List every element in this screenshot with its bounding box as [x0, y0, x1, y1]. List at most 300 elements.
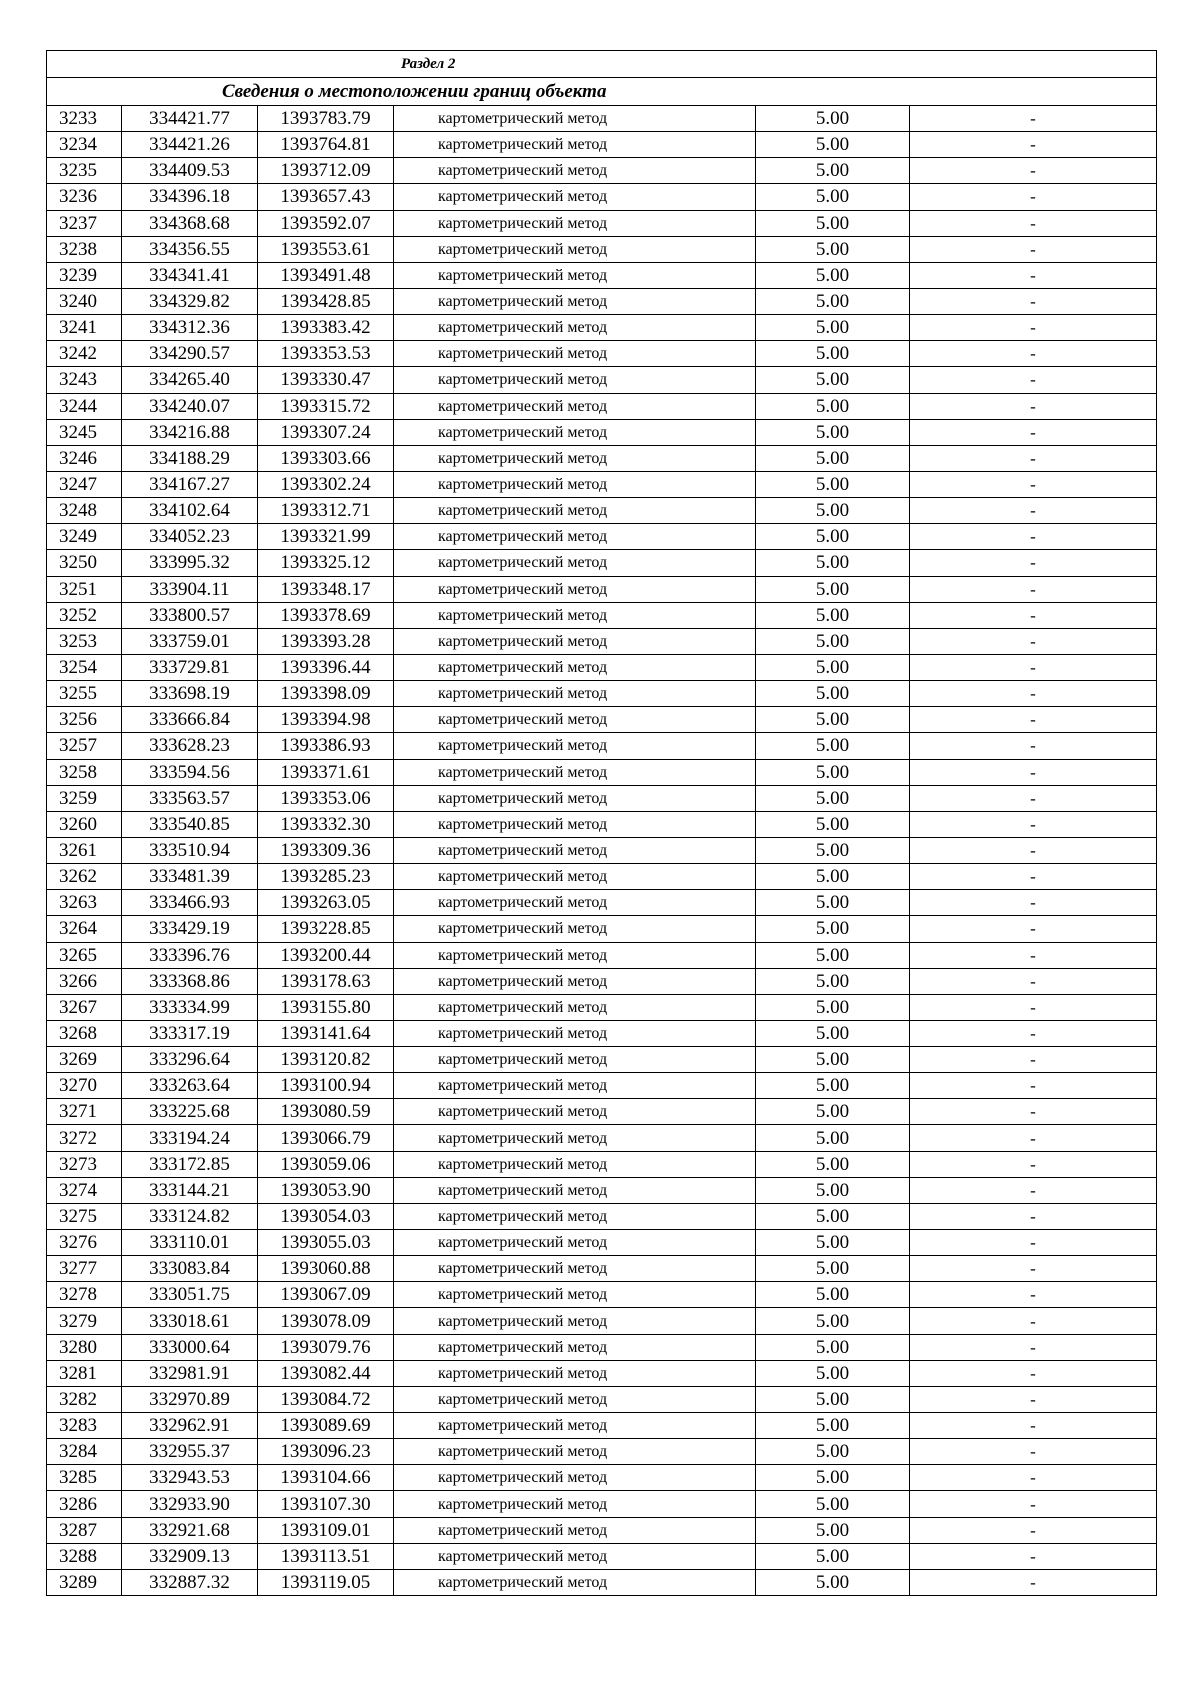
coord-y: 1393263.05 [258, 890, 394, 916]
coord-x: 333124.82 [122, 1203, 258, 1229]
accuracy-cell: 5.00 [756, 1282, 910, 1308]
coord-x: 333334.99 [122, 994, 258, 1020]
description-cell: - [910, 681, 1157, 707]
accuracy-cell: 5.00 [756, 811, 910, 837]
coord-y: 1393055.03 [258, 1230, 394, 1256]
coord-x: 333083.84 [122, 1256, 258, 1282]
table-row [47, 1465, 1157, 1491]
coord-x: 333110.01 [122, 1230, 258, 1256]
point-number: 3243 [47, 367, 122, 393]
coord-y: 1393783.79 [258, 106, 394, 132]
table-row [47, 1203, 1157, 1229]
description-cell: - [910, 1543, 1157, 1569]
method-cell: картометрический метод [394, 1047, 756, 1073]
accuracy-cell: 5.00 [756, 106, 910, 132]
method-cell: картометрический метод [394, 419, 756, 445]
accuracy-cell: 5.00 [756, 184, 910, 210]
point-number: 3280 [47, 1334, 122, 1360]
description-cell: - [910, 759, 1157, 785]
accuracy-cell: 5.00 [756, 1491, 910, 1517]
accuracy-cell: 5.00 [756, 733, 910, 759]
accuracy-cell: 5.00 [756, 498, 910, 524]
method-cell: картометрический метод [394, 654, 756, 680]
method-cell: картометрический метод [394, 994, 756, 1020]
method-cell: картометрический метод [394, 550, 756, 576]
coord-x: 333000.64 [122, 1334, 258, 1360]
method-cell: картометрический метод [394, 1439, 756, 1465]
coord-y: 1393712.09 [258, 158, 394, 184]
description-cell: - [910, 393, 1157, 419]
coord-x: 333194.24 [122, 1125, 258, 1151]
description-cell: - [910, 1282, 1157, 1308]
table-row [47, 576, 1157, 602]
coord-x: 333263.64 [122, 1073, 258, 1099]
coord-x: 333466.93 [122, 890, 258, 916]
accuracy-cell: 5.00 [756, 602, 910, 628]
coord-x: 332887.32 [122, 1569, 258, 1595]
method-cell: картометрический метод [394, 1151, 756, 1177]
table-row [47, 288, 1157, 314]
description-cell: - [910, 1099, 1157, 1125]
table-row [47, 1256, 1157, 1282]
table-row [47, 419, 1157, 445]
description-cell: - [910, 1465, 1157, 1491]
table-row [47, 707, 1157, 733]
accuracy-cell: 5.00 [756, 1413, 910, 1439]
method-cell: картометрический метод [394, 471, 756, 497]
table-row [47, 445, 1157, 471]
table-row [47, 1020, 1157, 1046]
coord-y: 1393119.05 [258, 1569, 394, 1595]
table-row [47, 1125, 1157, 1151]
point-number: 3237 [47, 210, 122, 236]
coord-y: 1393764.81 [258, 132, 394, 158]
table-row [47, 158, 1157, 184]
method-cell: картометрический метод [394, 132, 756, 158]
accuracy-cell: 5.00 [756, 1230, 910, 1256]
accuracy-cell: 5.00 [756, 1099, 910, 1125]
method-cell: картометрический метод [394, 628, 756, 654]
table-row [47, 524, 1157, 550]
coord-x: 333510.94 [122, 837, 258, 863]
method-cell: картометрический метод [394, 288, 756, 314]
coord-y: 1393396.44 [258, 654, 394, 680]
coord-y: 1393309.36 [258, 837, 394, 863]
accuracy-cell: 5.00 [756, 471, 910, 497]
point-number: 3269 [47, 1047, 122, 1073]
description-cell: - [910, 1360, 1157, 1386]
method-cell: картометрический метод [394, 367, 756, 393]
coord-x: 333051.75 [122, 1282, 258, 1308]
table-row [47, 315, 1157, 341]
coord-x: 333698.19 [122, 681, 258, 707]
point-number: 3234 [47, 132, 122, 158]
coord-x: 334102.64 [122, 498, 258, 524]
accuracy-cell: 5.00 [756, 236, 910, 262]
table-row [47, 1334, 1157, 1360]
description-cell: - [910, 1230, 1157, 1256]
description-cell: - [910, 1569, 1157, 1595]
method-cell: картометрический метод [394, 445, 756, 471]
coord-x: 334356.55 [122, 236, 258, 262]
point-number: 3244 [47, 393, 122, 419]
point-number: 3248 [47, 498, 122, 524]
coord-x: 333800.57 [122, 602, 258, 628]
accuracy-cell: 5.00 [756, 1151, 910, 1177]
accuracy-cell: 5.00 [756, 1020, 910, 1046]
accuracy-cell: 5.00 [756, 628, 910, 654]
point-number: 3252 [47, 602, 122, 628]
description-cell: - [910, 262, 1157, 288]
accuracy-cell: 5.00 [756, 994, 910, 1020]
description-cell: - [910, 1334, 1157, 1360]
description-cell: - [910, 733, 1157, 759]
accuracy-cell: 5.00 [756, 864, 910, 890]
description-cell: - [910, 1151, 1157, 1177]
accuracy-cell: 5.00 [756, 785, 910, 811]
point-number: 3276 [47, 1230, 122, 1256]
table-row [47, 132, 1157, 158]
coord-y: 1393553.61 [258, 236, 394, 262]
coord-x: 332962.91 [122, 1413, 258, 1439]
table-row [47, 341, 1157, 367]
point-number: 3263 [47, 890, 122, 916]
method-cell: картометрический метод [394, 1334, 756, 1360]
accuracy-cell: 5.00 [756, 759, 910, 785]
method-cell: картометрический метод [394, 890, 756, 916]
accuracy-cell: 5.00 [756, 1125, 910, 1151]
coord-y: 1393353.06 [258, 785, 394, 811]
accuracy-cell: 5.00 [756, 1256, 910, 1282]
coord-y: 1393592.07 [258, 210, 394, 236]
table-row [47, 1073, 1157, 1099]
coord-y: 1393100.94 [258, 1073, 394, 1099]
accuracy-cell: 5.00 [756, 681, 910, 707]
coord-y: 1393383.42 [258, 315, 394, 341]
table-row [47, 890, 1157, 916]
description-cell: - [910, 1386, 1157, 1412]
table-row [47, 262, 1157, 288]
description-cell: - [910, 158, 1157, 184]
method-cell: картометрический метод [394, 1491, 756, 1517]
method-cell: картометрический метод [394, 707, 756, 733]
coord-y: 1393378.69 [258, 602, 394, 628]
table-row [47, 106, 1157, 132]
coord-y: 1393141.64 [258, 1020, 394, 1046]
description-cell: - [910, 106, 1157, 132]
coord-x: 333368.86 [122, 968, 258, 994]
coord-x: 332921.68 [122, 1517, 258, 1543]
coord-x: 333995.32 [122, 550, 258, 576]
table-row [47, 864, 1157, 890]
method-cell: картометрический метод [394, 262, 756, 288]
coord-x: 334216.88 [122, 419, 258, 445]
point-number: 3278 [47, 1282, 122, 1308]
method-cell: картометрический метод [394, 315, 756, 341]
method-cell: картометрический метод [394, 1125, 756, 1151]
point-number: 3262 [47, 864, 122, 890]
coord-y: 1393178.63 [258, 968, 394, 994]
point-number: 3267 [47, 994, 122, 1020]
coord-x: 333225.68 [122, 1099, 258, 1125]
accuracy-cell: 5.00 [756, 654, 910, 680]
coord-x: 334052.23 [122, 524, 258, 550]
point-number: 3268 [47, 1020, 122, 1046]
table-row [47, 1230, 1157, 1256]
accuracy-cell: 5.00 [756, 1569, 910, 1595]
point-number: 3277 [47, 1256, 122, 1282]
coord-x: 332943.53 [122, 1465, 258, 1491]
coord-x: 333904.11 [122, 576, 258, 602]
coord-y: 1393398.09 [258, 681, 394, 707]
coord-x: 334265.40 [122, 367, 258, 393]
method-cell: картометрический метод [394, 942, 756, 968]
point-number: 3260 [47, 811, 122, 837]
coord-x: 334409.53 [122, 158, 258, 184]
table-row [47, 1151, 1157, 1177]
coord-y: 1393332.30 [258, 811, 394, 837]
description-cell: - [910, 1177, 1157, 1203]
description-cell: - [910, 498, 1157, 524]
description-cell: - [910, 1491, 1157, 1517]
description-cell: - [910, 367, 1157, 393]
point-number: 3254 [47, 654, 122, 680]
coord-y: 1393120.82 [258, 1047, 394, 1073]
coord-y: 1393107.30 [258, 1491, 394, 1517]
point-number: 3285 [47, 1465, 122, 1491]
description-cell: - [910, 837, 1157, 863]
method-cell: картометрический метод [394, 1203, 756, 1229]
section-title: Сведения о местоположении границ объекта [47, 78, 1157, 106]
description-cell: - [910, 785, 1157, 811]
description-cell: - [910, 288, 1157, 314]
accuracy-cell: 5.00 [756, 158, 910, 184]
accuracy-cell: 5.00 [756, 393, 910, 419]
coord-y: 1393113.51 [258, 1543, 394, 1569]
coord-y: 1393066.79 [258, 1125, 394, 1151]
coord-x: 334368.68 [122, 210, 258, 236]
table-row [47, 1491, 1157, 1517]
table-row [47, 1569, 1157, 1595]
coord-x: 333296.64 [122, 1047, 258, 1073]
method-cell: картометрический метод [394, 733, 756, 759]
accuracy-cell: 5.00 [756, 315, 910, 341]
coord-x: 332955.37 [122, 1439, 258, 1465]
coord-x: 333729.81 [122, 654, 258, 680]
coord-y: 1393353.53 [258, 341, 394, 367]
description-cell: - [910, 1203, 1157, 1229]
table-row [47, 759, 1157, 785]
coord-y: 1393321.99 [258, 524, 394, 550]
point-number: 3233 [47, 106, 122, 132]
coord-x: 332981.91 [122, 1360, 258, 1386]
method-cell: картометрический метод [394, 236, 756, 262]
coord-y: 1393060.88 [258, 1256, 394, 1282]
point-number: 3235 [47, 158, 122, 184]
point-number: 3289 [47, 1569, 122, 1595]
point-number: 3246 [47, 445, 122, 471]
coord-y: 1393303.66 [258, 445, 394, 471]
description-cell: - [910, 628, 1157, 654]
point-number: 3253 [47, 628, 122, 654]
method-cell: картометрический метод [394, 341, 756, 367]
table-row [47, 1413, 1157, 1439]
description-cell: - [910, 1439, 1157, 1465]
method-cell: картометрический метод [394, 811, 756, 837]
accuracy-cell: 5.00 [756, 550, 910, 576]
method-cell: картометрический метод [394, 681, 756, 707]
point-number: 3245 [47, 419, 122, 445]
point-number: 3274 [47, 1177, 122, 1203]
coord-y: 1393059.06 [258, 1151, 394, 1177]
coord-x: 333429.19 [122, 916, 258, 942]
point-number: 3241 [47, 315, 122, 341]
method-cell: картометрический метод [394, 1465, 756, 1491]
description-cell: - [910, 916, 1157, 942]
coord-x: 333628.23 [122, 733, 258, 759]
method-cell: картометрический метод [394, 759, 756, 785]
point-number: 3273 [47, 1151, 122, 1177]
coord-x: 334421.77 [122, 106, 258, 132]
coord-y: 1393371.61 [258, 759, 394, 785]
accuracy-cell: 5.00 [756, 1073, 910, 1099]
table-row [47, 550, 1157, 576]
coord-x: 333172.85 [122, 1151, 258, 1177]
accuracy-cell: 5.00 [756, 1047, 910, 1073]
description-cell: - [910, 550, 1157, 576]
point-number: 3251 [47, 576, 122, 602]
coord-y: 1393657.43 [258, 184, 394, 210]
title-row [47, 78, 1157, 106]
point-number: 3236 [47, 184, 122, 210]
coord-y: 1393330.47 [258, 367, 394, 393]
coord-x: 334240.07 [122, 393, 258, 419]
coord-y: 1393393.28 [258, 628, 394, 654]
method-cell: картометрический метод [394, 1543, 756, 1569]
table-row [47, 785, 1157, 811]
description-cell: - [910, 1308, 1157, 1334]
description-cell: - [910, 1073, 1157, 1099]
accuracy-cell: 5.00 [756, 916, 910, 942]
coord-y: 1393080.59 [258, 1099, 394, 1125]
point-number: 3279 [47, 1308, 122, 1334]
method-cell: картометрический метод [394, 1569, 756, 1595]
accuracy-cell: 5.00 [756, 341, 910, 367]
point-number: 3282 [47, 1386, 122, 1412]
coord-y: 1393109.01 [258, 1517, 394, 1543]
point-number: 3238 [47, 236, 122, 262]
coord-y: 1393104.66 [258, 1465, 394, 1491]
description-cell: - [910, 184, 1157, 210]
table-row [47, 393, 1157, 419]
point-number: 3257 [47, 733, 122, 759]
table-row [47, 498, 1157, 524]
method-cell: картометрический метод [394, 1386, 756, 1412]
point-number: 3240 [47, 288, 122, 314]
description-cell: - [910, 210, 1157, 236]
coord-y: 1393285.23 [258, 864, 394, 890]
method-cell: картометрический метод [394, 210, 756, 236]
table-row [47, 210, 1157, 236]
accuracy-cell: 5.00 [756, 132, 910, 158]
coord-x: 333540.85 [122, 811, 258, 837]
boundary-table [46, 50, 1157, 1596]
section-header-row [47, 51, 1157, 78]
accuracy-cell: 5.00 [756, 419, 910, 445]
coord-y: 1393315.72 [258, 393, 394, 419]
section-label: Раздел 2 [47, 51, 1157, 78]
point-number: 3287 [47, 1517, 122, 1543]
point-number: 3272 [47, 1125, 122, 1151]
coord-y: 1393067.09 [258, 1282, 394, 1308]
coord-x: 333759.01 [122, 628, 258, 654]
point-number: 3259 [47, 785, 122, 811]
table-row [47, 994, 1157, 1020]
accuracy-cell: 5.00 [756, 576, 910, 602]
description-cell: - [910, 1020, 1157, 1046]
table-row [47, 628, 1157, 654]
coord-y: 1393053.90 [258, 1177, 394, 1203]
table-row [47, 1517, 1157, 1543]
coord-x: 334167.27 [122, 471, 258, 497]
table-row [47, 1439, 1157, 1465]
description-cell: - [910, 524, 1157, 550]
table-row [47, 471, 1157, 497]
description-cell: - [910, 1517, 1157, 1543]
coord-y: 1393302.24 [258, 471, 394, 497]
method-cell: картометрический метод [394, 524, 756, 550]
table-row [47, 367, 1157, 393]
coord-x: 334290.57 [122, 341, 258, 367]
point-number: 3264 [47, 916, 122, 942]
description-cell: - [910, 1047, 1157, 1073]
coord-x: 333666.84 [122, 707, 258, 733]
accuracy-cell: 5.00 [756, 968, 910, 994]
accuracy-cell: 5.00 [756, 707, 910, 733]
point-number: 3270 [47, 1073, 122, 1099]
method-cell: картометрический метод [394, 1177, 756, 1203]
point-number: 3255 [47, 681, 122, 707]
accuracy-cell: 5.00 [756, 1465, 910, 1491]
accuracy-cell: 5.00 [756, 367, 910, 393]
point-number: 3284 [47, 1439, 122, 1465]
method-cell: картометрический метод [394, 1099, 756, 1125]
description-cell: - [910, 576, 1157, 602]
method-cell: картометрический метод [394, 785, 756, 811]
point-number: 3281 [47, 1360, 122, 1386]
method-cell: картометрический метод [394, 1073, 756, 1099]
coord-x: 333018.61 [122, 1308, 258, 1334]
coord-y: 1393054.03 [258, 1203, 394, 1229]
description-cell: - [910, 315, 1157, 341]
point-number: 3275 [47, 1203, 122, 1229]
method-cell: картометрический метод [394, 1282, 756, 1308]
coord-y: 1393078.09 [258, 1308, 394, 1334]
accuracy-cell: 5.00 [756, 837, 910, 863]
description-cell: - [910, 968, 1157, 994]
point-number: 3242 [47, 341, 122, 367]
description-cell: - [910, 654, 1157, 680]
method-cell: картометрический метод [394, 1020, 756, 1046]
description-cell: - [910, 471, 1157, 497]
accuracy-cell: 5.00 [756, 1203, 910, 1229]
coord-y: 1393155.80 [258, 994, 394, 1020]
point-number: 3261 [47, 837, 122, 863]
method-cell: картометрический метод [394, 393, 756, 419]
coord-x: 333317.19 [122, 1020, 258, 1046]
method-cell: картометрический метод [394, 1413, 756, 1439]
point-number: 3265 [47, 942, 122, 968]
